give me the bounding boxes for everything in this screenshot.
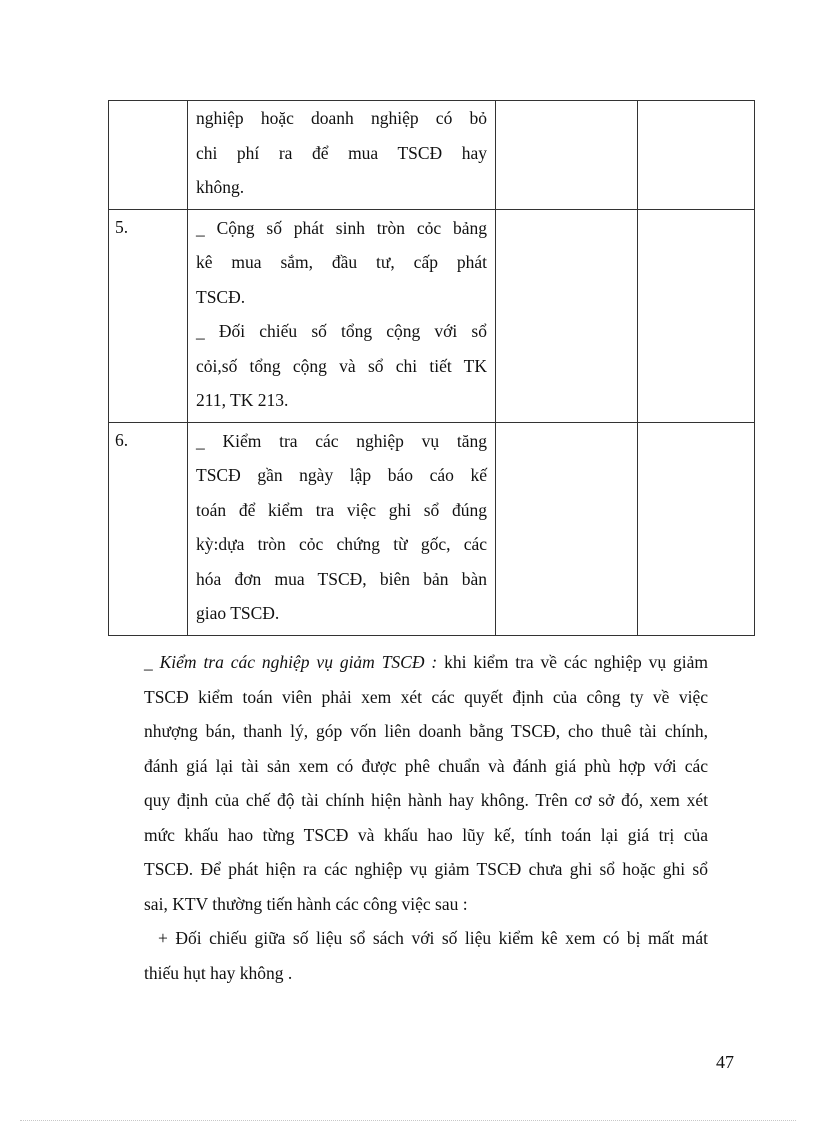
cell-line: chi phí ra để mua TSCĐ hay <box>196 142 487 163</box>
cell-line: kỳ:dựa tròn cỏc chứng từ gốc, các <box>196 534 487 554</box>
table-row <box>109 422 755 635</box>
cell-line: nghiệp hoặc doanh nghiệp có bỏ <box>196 108 487 128</box>
cell-line: _ Đối chiếu số tổng cộng với sổ <box>196 321 487 341</box>
row-number-cell: 5. <box>109 209 188 422</box>
paragraph-line: đánh giá lại tài sản xem có được phê chuẩn và đánh giá phù hợp với các <box>144 755 708 776</box>
procedure-cell <box>188 101 496 210</box>
row-number-cell: 6. <box>109 422 188 635</box>
paragraph-lead-heading: _ Kiểm tra các nghiệp vụ giảm TSCĐ : <box>144 652 438 672</box>
cell-line: hóa đơn mua TSCĐ, biên bản bàn <box>196 568 487 589</box>
paragraph-text: khi kiểm tra về các nghiệp vụ giảm <box>437 652 708 672</box>
cell-line: toán để kiểm tra việc ghi sổ đúng <box>196 499 487 520</box>
cell-line: _ Kiểm tra các nghiệp vụ tăng <box>196 430 487 451</box>
paragraph-line: sai, KTV thường tiến hành các công việc sau : <box>144 893 468 914</box>
audit-procedure-table <box>108 100 755 636</box>
cell-line: _ Cộng số phát sinh tròn cỏc bảng <box>196 217 487 238</box>
empty-cell <box>496 422 638 635</box>
procedure-cell <box>188 209 496 422</box>
cell-line: TSCĐ gần ngày lập báo cáo kế <box>196 465 487 485</box>
table-row <box>109 101 755 210</box>
cell-line: giao TSCĐ. <box>196 603 280 623</box>
paragraph-line <box>144 645 708 680</box>
body-paragraph <box>144 645 708 990</box>
procedure-cell <box>188 422 496 635</box>
empty-cell <box>638 209 755 422</box>
empty-cell <box>638 101 755 210</box>
table-row <box>109 209 755 422</box>
row-number-cell <box>109 101 188 210</box>
paragraph-line: nhượng bán, thanh lý, góp vốn liên doanh bằng TSCĐ, cho thuê tài chính, <box>144 721 708 741</box>
cell-line: 211, TK 213. <box>196 390 289 410</box>
empty-cell <box>496 209 638 422</box>
bullet-line: thiếu hụt hay không . <box>144 962 293 983</box>
paragraph-line: quy định của chế độ tài chính hiện hành hay không. Trên cơ sở đó, xem xét <box>144 790 708 810</box>
empty-cell <box>638 422 755 635</box>
paragraph-line: TSCĐ. Để phát hiện ra các nghiệp vụ giảm TSCĐ chưa ghi sổ hoặc ghi sổ <box>144 859 708 879</box>
bullet-line: + Đối chiếu giữa số liệu sổ sách với số liệu kiểm kê xem có bị mất mát <box>158 928 708 948</box>
empty-cell <box>496 101 638 210</box>
cell-line: cỏi,số tổng cộng và sổ chi tiết TK <box>196 355 487 376</box>
cell-line: không. <box>196 177 245 197</box>
cell-line: kê mua sắm, đầu tư, cấp phát <box>196 252 487 272</box>
paragraph-line: mức khấu hao từng TSCĐ và khấu hao lũy kế, tính toán lại giá trị của <box>144 824 708 845</box>
paragraph-line: TSCĐ kiểm toán viên phải xem xét các quyết định của công ty về việc <box>144 686 708 707</box>
cell-line: TSCĐ. <box>196 286 246 307</box>
page-number: 47 <box>716 1052 734 1072</box>
page-bottom-divider <box>20 1120 796 1121</box>
